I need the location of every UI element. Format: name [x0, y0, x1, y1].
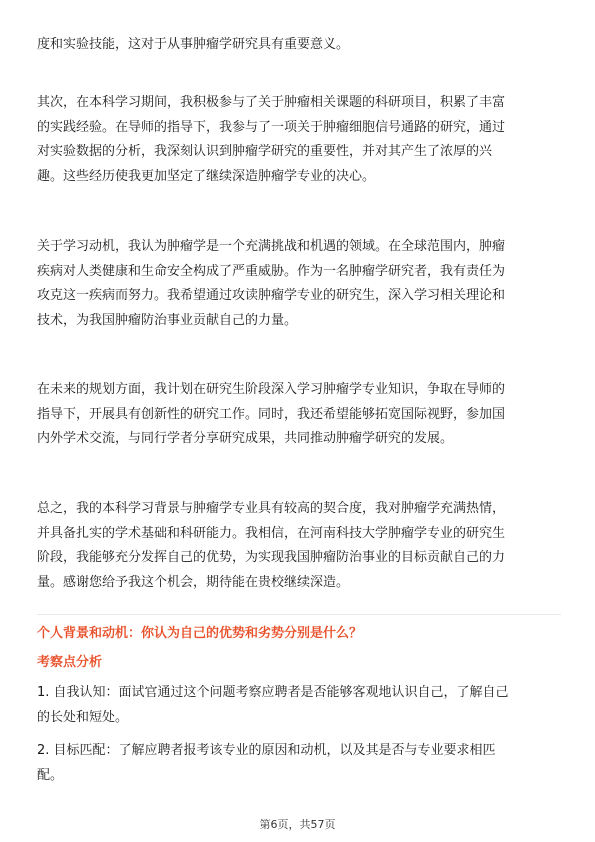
paragraph-study-motivation — [37, 235, 562, 333]
text-line: 内外学术交流，与同行学者分享研究成果，共同推动肿瘤学研究的发展。 — [37, 431, 454, 446]
analysis-point-goal-match — [37, 739, 562, 788]
analysis-label: 考察点分析 — [37, 655, 103, 670]
paragraph-research-experience — [37, 91, 562, 189]
section-divider — [37, 614, 561, 615]
text-line: 对实验数据的分析，我深刻认识到肿瘤学研究的重要性，并对其产生了浓厚的兴 — [37, 144, 493, 159]
text-line: 趣。这些经历使我更加坚定了继续深造肿瘤学专业的决心。 — [37, 168, 376, 184]
page-number: 第6页，共57页 — [259, 818, 336, 831]
text-line: 并具备扎实的学术基础和科研能力。我相信，在河南科技大学肿瘤学专业的研究生 — [37, 525, 506, 541]
text-line: 度和实验技能，这对于从事肿瘤学研究具有重要意义。 — [37, 37, 350, 52]
text-line: 阶段，我能够充分发挥自己的优势，为实现我国肿瘤防治事业的目标贡献自己的力 — [37, 550, 506, 565]
text-line: 其次，在本科学习期间，我积极参与了关于肿瘤相关课题的科研项目，积累了丰富 — [37, 95, 506, 110]
text-line: 的实践经验。在导师的指导下，我参与了一项关于肿瘤细胞信号通路的研究，通过 — [37, 119, 506, 135]
text-line: 总之，我的本科学习背景与肿瘤学专业具有较高的契合度，我对肿瘤学充满热情， — [37, 501, 506, 516]
text-line: 攻克这一疾病而努力。我希望通过攻读肿瘤学专业的研究生，深入学习相关理论和 — [37, 288, 506, 303]
paragraph-conclusion — [37, 497, 562, 595]
text-line: 1. 自我认知：面试官通过这个问题考察应聘者是否能够客观地认识自己，了解自己 — [37, 685, 509, 700]
text-line: 指导下，开展具有创新性的研究工作。同时，我还希望能够拓宽国际视野，参加国 — [37, 406, 506, 422]
text-line: 量。感谢您给予我这个机会，期待能在贵校继续深造。 — [37, 574, 350, 590]
text-line: 在未来的规划方面，我计划在研究生阶段深入学习肿瘤学专业知识，争取在导师的 — [37, 382, 506, 397]
text-line: 配。 — [37, 767, 64, 783]
text-line: 2. 目标匹配：了解应聘者报考该专业的原因和动机，以及其是否与专业要求相匹 — [37, 743, 496, 758]
text-line: 关于学习动机，我认为肿瘤学是一个充满挑战和机遇的领域。在全球范围内，肿瘤 — [37, 239, 506, 254]
analysis-point-self-awareness — [37, 681, 562, 730]
text-line: 技术，为我国肿瘤防治事业贡献自己的力量。 — [37, 312, 298, 328]
text-line: 的长处和短处。 — [37, 709, 129, 725]
text-line: 疾病对人类健康和生命安全构成了严重威胁。作为一名肿瘤学研究者，我有责任为 — [37, 263, 506, 279]
question-heading: 个人背景和动机：你认为自己的优势和劣势分别是什么？ — [37, 626, 363, 641]
paragraph-continuation — [37, 33, 562, 58]
paragraph-future-plan — [37, 378, 562, 452]
